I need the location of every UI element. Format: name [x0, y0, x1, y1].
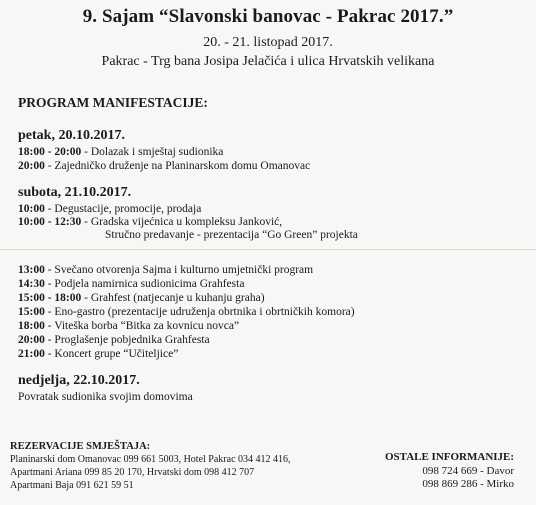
event-place: Pakrac - Trg bana Josipa Jelačića i ulica Hrvatskih velikana — [101, 54, 435, 69]
schedule-time: 20:00 — [18, 334, 45, 346]
schedule-time: 18:00 - 20:00 — [18, 146, 82, 158]
schedule-line — [18, 334, 210, 346]
schedule-text: - Grahfest (natjecanje u kuhanju graha) — [81, 292, 265, 304]
schedule-time: 20:00 — [18, 160, 45, 172]
schedule-line — [18, 320, 239, 332]
reservation-line: Planinarski dom Omanovac 099 661 5003, Hotel Pakrac 034 412 416, — [10, 454, 291, 465]
schedule-line — [18, 391, 193, 403]
event-date: 20. - 21. listopad 2017. — [203, 35, 333, 50]
page-title: 9. Sajam “Slavonski banovac - Pakrac 2017.” — [82, 6, 454, 27]
schedule-time: 13:00 — [18, 264, 45, 276]
schedule-time: 10:00 - 12:30 — [18, 216, 82, 228]
reservation-line: Apartmani Baja 091 621 59 51 — [10, 480, 134, 491]
schedule-line — [18, 216, 282, 228]
schedule-text: Povratak sudionika svojim domovima — [18, 391, 193, 403]
schedule-line — [18, 203, 201, 215]
schedule-text: - Zajedničko druženje na Planinarskom domu Omanovac — [44, 160, 311, 172]
schedule-line — [18, 160, 310, 172]
schedule-time: 14:30 — [18, 278, 45, 290]
schedule-line — [18, 146, 223, 158]
program-heading: PROGRAM MANIFESTACIJE: — [18, 95, 208, 110]
fold-divider — [0, 249, 536, 250]
schedule-text: Stručno predavanje - prezentacija “Go Green” projekta — [105, 229, 358, 241]
schedule-text: - Dolazak i smještaj sudionika — [81, 146, 224, 158]
day-saturday-label: subota, 21.10.2017. — [18, 185, 132, 200]
schedule-text: - Koncert grupe “Učiteljice” — [44, 348, 179, 360]
info-line: 098 869 286 - Mirko — [422, 478, 514, 490]
day-sunday-label: nedjelja, 22.10.2017. — [18, 373, 140, 388]
schedule-time: 21:00 — [18, 348, 45, 360]
schedule-line — [18, 264, 313, 276]
schedule-line — [18, 292, 265, 304]
schedule-line — [18, 306, 355, 318]
schedule-line — [18, 278, 244, 290]
info-title: OSTALE INFORMANIJE: — [385, 451, 515, 463]
reservation-line: Apartmani Ariana 099 85 20 170, Hrvatski dom 098 412 707 — [10, 467, 255, 478]
schedule-text: - Gradska vijećnica u kompleksu Janković, — [81, 216, 283, 228]
schedule-text: - Svečano otvorenja Sajma i kulturno umjetnički program — [44, 264, 314, 276]
info-line: 098 724 669 - Davor — [422, 465, 514, 477]
schedule-text: - Viteška borba “Bitka za kovnicu novca” — [44, 320, 240, 332]
schedule-text: - Podjela namirnica sudionicima Grahfesta — [44, 278, 245, 290]
schedule-time: 15:00 - 18:00 — [18, 292, 82, 304]
schedule-text: - Degustacije, promocije, prodaja — [44, 203, 202, 215]
schedule-time: 10:00 — [18, 203, 45, 215]
reservations-title: REZERVACIJE SMJEŠTAJA: — [10, 441, 151, 452]
schedule-line — [18, 348, 178, 360]
schedule-text: - Eno-gastro (prezentacije udruženja obrtnika i obrtničkih komora) — [44, 306, 355, 318]
schedule-time: 18:00 — [18, 320, 45, 332]
schedule-text: - Proglašenje pobjednika Grahfesta — [44, 334, 210, 346]
schedule-line — [105, 229, 358, 241]
day-friday-label: petak, 20.10.2017. — [18, 128, 125, 143]
schedule-time: 15:00 — [18, 306, 45, 318]
